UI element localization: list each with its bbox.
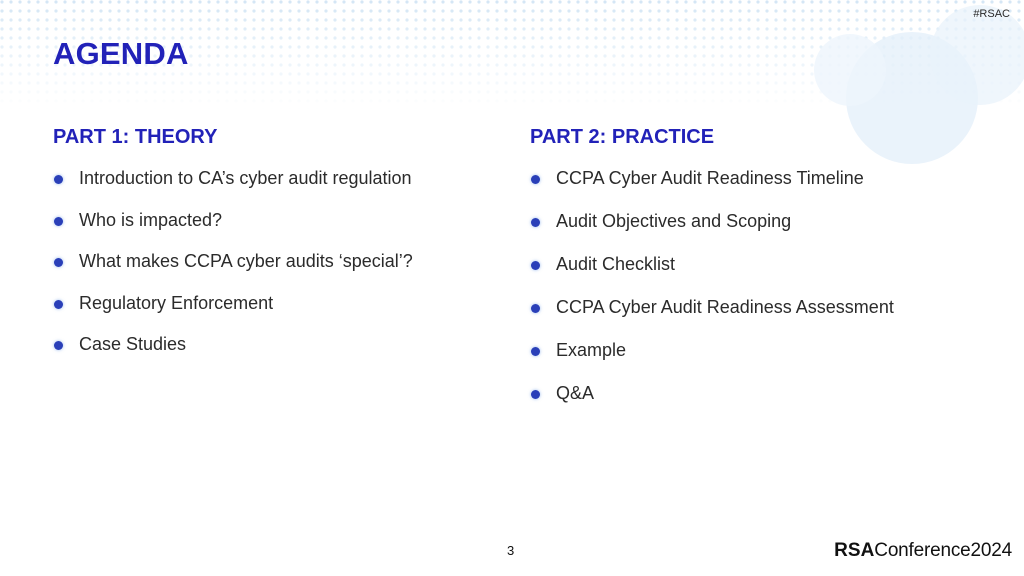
logo-conference-text: Conference <box>874 540 971 561</box>
list-item <box>53 250 413 273</box>
list-item-text: What makes CCPA cyber audits ‘special’? <box>79 251 413 271</box>
list-item-text: CCPA Cyber Audit Readiness Timeline <box>556 168 864 188</box>
bullet-icon <box>54 258 63 267</box>
list-item <box>53 167 413 190</box>
bullet-icon <box>54 175 63 184</box>
part2-list <box>530 167 894 405</box>
slide-title: AGENDA <box>53 36 189 71</box>
list-item <box>530 339 894 362</box>
list-item-text: Regulatory Enforcement <box>79 292 274 313</box>
list-item-text: Audit Objectives and Scoping <box>556 211 792 231</box>
list-item-text: Who is impacted? <box>79 209 223 230</box>
bullet-icon <box>54 217 63 226</box>
part2-column <box>530 126 894 425</box>
part1-heading: PART 1: THEORY <box>53 126 218 148</box>
list-item <box>530 382 894 405</box>
bullet-icon <box>531 304 540 313</box>
list-item <box>53 292 413 315</box>
hashtag-label: #RSAC <box>973 8 1010 20</box>
list-item-text: Case Studies <box>79 334 187 354</box>
bullet-icon <box>531 218 540 227</box>
list-item-text: Q&A <box>556 383 595 403</box>
list-item <box>530 253 894 276</box>
part1-column <box>53 126 413 375</box>
bullet-icon <box>54 341 63 350</box>
bullet-icon <box>54 300 63 309</box>
page-number: 3 <box>507 543 515 558</box>
bullet-icon <box>531 390 540 399</box>
logo-year-text: 2024 <box>970 540 1012 561</box>
list-item-text: Audit Checklist <box>556 254 676 274</box>
list-item-text: Introduction to CA’s cyber audit regulation <box>79 168 412 188</box>
list-item <box>530 296 894 319</box>
rsa-conference-logo <box>834 540 1012 562</box>
logo-rsa-text: RSA <box>834 540 875 561</box>
part2-heading: PART 2: PRACTICE <box>530 126 715 148</box>
list-item <box>530 210 894 233</box>
bullet-icon <box>531 347 540 356</box>
list-item <box>53 333 413 356</box>
part1-list <box>53 167 413 356</box>
bullet-icon <box>531 175 540 184</box>
list-item <box>530 167 894 190</box>
list-item-text: CCPA Cyber Audit Readiness Assessment <box>556 297 894 317</box>
bullet-icon <box>531 261 540 270</box>
list-item <box>53 209 413 232</box>
list-item-text: Example <box>556 340 627 360</box>
